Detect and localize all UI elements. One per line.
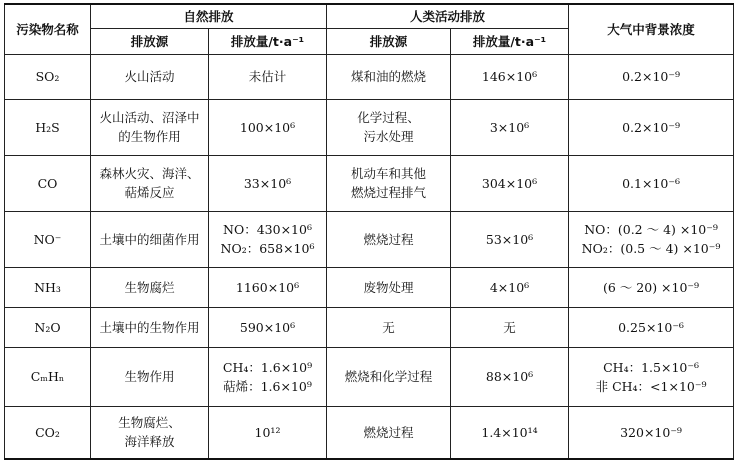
- cell-text: NO₂：(0.5 ～ 4) ×10⁻⁹: [581, 241, 721, 256]
- human-source-cell: [327, 406, 451, 459]
- cell-text: 海洋释放: [124, 434, 175, 450]
- cell-text: 萜烯：1.6×10⁹: [223, 378, 312, 394]
- cell-text: N₂O: [34, 319, 61, 335]
- pollutant-name-cell: [5, 307, 91, 347]
- human-source-cell: [327, 54, 451, 99]
- header-background-concentration: 大气中背景浓度: [569, 4, 734, 54]
- human-amount-cell: [451, 267, 569, 307]
- pollutant-name-cell: [5, 155, 91, 211]
- cell-text: 0.1×10⁻⁶: [622, 175, 680, 191]
- cell-text: 590×10⁶: [239, 319, 296, 335]
- cell-text: 燃烧过程: [363, 424, 414, 440]
- cell-text: 土壤中的细菌作用: [99, 231, 200, 247]
- cell-text: 化学过程、: [357, 110, 420, 125]
- natural-source-cell: [91, 54, 209, 99]
- cell-text: 0.2×10⁻⁹: [622, 69, 680, 84]
- background-concentration-cell: [569, 155, 734, 211]
- pollutant-name-cell: [5, 99, 91, 155]
- natural-source-cell: [91, 347, 209, 406]
- cell-text: H₂S: [35, 119, 60, 135]
- background-concentration-cell: [569, 347, 734, 406]
- natural-amount-cell: [209, 347, 327, 406]
- human-source-cell: [327, 99, 451, 155]
- cell-text: 萜烯反应: [124, 185, 175, 200]
- human-source-cell: [327, 347, 451, 406]
- human-source-cell: [327, 211, 451, 267]
- human-amount-cell: [451, 347, 569, 406]
- natural-amount-cell: [209, 211, 327, 267]
- cell-text: NO₂：658×10⁶: [220, 241, 315, 256]
- header-human-source: 排放源: [327, 28, 451, 54]
- header-human-emission: 人类活动排放: [327, 4, 569, 28]
- table-row: [5, 307, 734, 347]
- cell-text: 10¹²: [254, 424, 281, 440]
- natural-amount-cell: [209, 267, 327, 307]
- background-concentration-cell: [569, 267, 734, 307]
- cell-text: 53×10⁶: [485, 231, 534, 247]
- cell-text: 生物作用: [124, 369, 175, 384]
- cell-text: 320×10⁻⁹: [620, 424, 682, 440]
- cell-text: 火山活动、沼泽中: [99, 110, 200, 125]
- human-amount-cell: [451, 406, 569, 459]
- cell-text: 100×10⁶: [239, 119, 296, 135]
- header-natural-source: 排放源: [91, 28, 209, 54]
- human-source-cell: [327, 267, 451, 307]
- table-row: [5, 155, 734, 211]
- cell-text: CO: [37, 175, 58, 191]
- human-source-cell: [327, 155, 451, 211]
- pollutant-name-cell: [5, 406, 91, 459]
- cell-text: 机动车和其他: [351, 166, 427, 181]
- natural-amount-cell: [209, 99, 327, 155]
- human-source-cell: [327, 307, 451, 347]
- cell-text: 煤和油的燃烧: [351, 69, 427, 84]
- table-body: [5, 54, 734, 459]
- natural-source-cell: [91, 267, 209, 307]
- cell-text: 燃烧过程排气: [351, 185, 427, 200]
- table-row: [5, 406, 734, 459]
- pollutant-name-cell: [5, 54, 91, 99]
- cell-text: 1160×10⁶: [235, 279, 300, 295]
- human-amount-cell: [451, 54, 569, 99]
- background-concentration-cell: [569, 211, 734, 267]
- human-amount-cell: [451, 99, 569, 155]
- cell-text: 未估计: [248, 69, 287, 84]
- header-pollutant-name: 污染物名称: [5, 4, 91, 54]
- cell-text: 森林火灾、海洋、: [99, 166, 200, 181]
- cell-text: 生物腐烂、: [118, 415, 181, 431]
- background-concentration-cell: [569, 99, 734, 155]
- pollutant-name-cell: [5, 211, 91, 267]
- background-concentration-cell: [569, 307, 734, 347]
- background-concentration-cell: [569, 406, 734, 459]
- cell-text: 生物腐烂: [124, 279, 175, 295]
- human-amount-cell: [451, 155, 569, 211]
- cell-text: NO⁻: [33, 231, 62, 247]
- cell-text: 火山活动: [124, 69, 175, 84]
- natural-amount-cell: [209, 406, 327, 459]
- table-row: [5, 54, 734, 99]
- header-human-amount: 排放量/t·a⁻¹: [451, 28, 569, 54]
- human-amount-cell: [451, 211, 569, 267]
- cell-text: 燃烧和化学过程: [344, 369, 433, 384]
- cell-text: 0.2×10⁻⁹: [622, 119, 680, 135]
- pollutant-name-cell: [5, 347, 91, 406]
- cell-text: (6 ～ 20) ×10⁻⁹: [603, 279, 700, 295]
- natural-amount-cell: [209, 155, 327, 211]
- cell-text: NO：(0.2 ～ 4) ×10⁻⁹: [584, 222, 718, 237]
- natural-source-cell: [91, 155, 209, 211]
- natural-source-cell: [91, 211, 209, 267]
- cell-text: 的生物作用: [118, 129, 181, 144]
- cell-text: 燃烧过程: [363, 231, 414, 247]
- table-row: [5, 99, 734, 155]
- table-row: [5, 347, 734, 406]
- cell-text: SO₂: [35, 69, 60, 84]
- natural-amount-cell: [209, 54, 327, 99]
- natural-source-cell: [91, 99, 209, 155]
- cell-text: 4×10⁶: [489, 279, 530, 295]
- cell-text: CO₂: [35, 424, 60, 440]
- cell-text: CₘHₙ: [30, 369, 65, 384]
- table-row: [5, 211, 734, 267]
- cell-text: NH₃: [34, 279, 61, 295]
- cell-text: 无: [382, 319, 395, 335]
- cell-text: 污水处理: [363, 129, 414, 144]
- cell-text: 33×10⁶: [243, 175, 292, 191]
- cell-text: 废物处理: [363, 279, 414, 295]
- cell-text: 146×10⁶: [481, 69, 538, 84]
- header-natural-emission: 自然排放: [91, 4, 327, 28]
- cell-text: 88×10⁶: [485, 369, 534, 384]
- cell-text: 304×10⁶: [481, 175, 538, 191]
- natural-source-cell: [91, 307, 209, 347]
- natural-source-cell: [91, 406, 209, 459]
- cell-text: CH₄：1.6×10⁹: [222, 359, 313, 375]
- pollutant-name-cell: [5, 267, 91, 307]
- cell-text: 土壤中的生物作用: [99, 319, 200, 335]
- cell-text: 0.25×10⁻⁶: [618, 319, 684, 335]
- table-row: [5, 267, 734, 307]
- background-concentration-cell: [569, 54, 734, 99]
- human-amount-cell: [451, 307, 569, 347]
- cell-text: NO：430×10⁶: [223, 222, 312, 237]
- cell-text: 1.4×10¹⁴: [481, 424, 538, 440]
- header-natural-amount: 排放量/t·a⁻¹: [209, 28, 327, 54]
- cell-text: 3×10⁶: [489, 119, 530, 135]
- natural-amount-cell: [209, 307, 327, 347]
- cell-text: CH₄：1.5×10⁻⁶: [603, 359, 699, 375]
- cell-text: 无: [503, 319, 516, 335]
- cell-text: 非 CH₄：<1×10⁻⁹: [595, 378, 707, 394]
- pollutant-emission-table: [4, 3, 734, 460]
